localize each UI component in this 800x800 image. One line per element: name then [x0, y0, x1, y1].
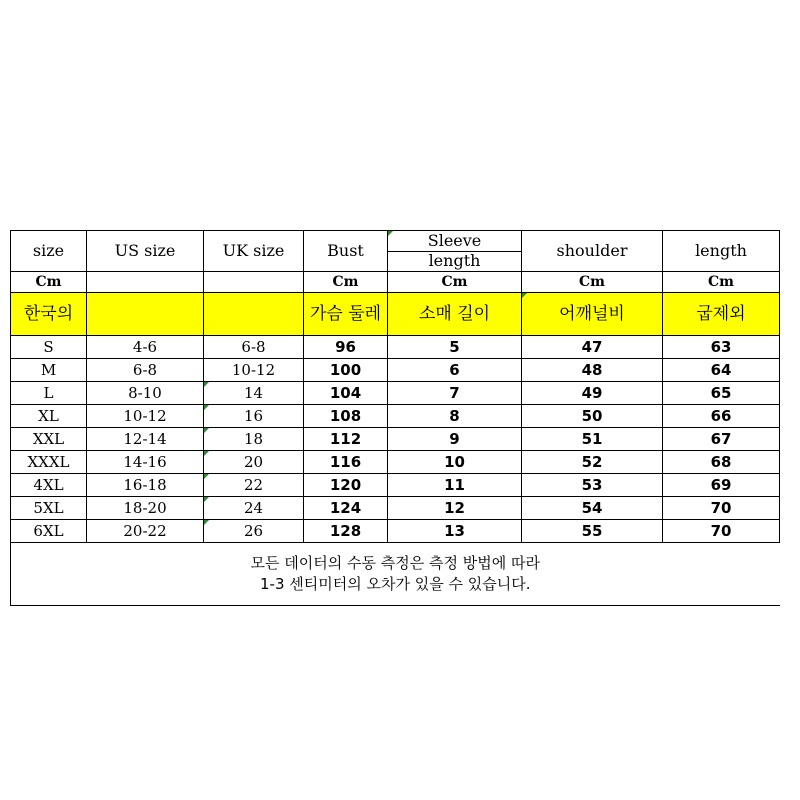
header-us-size: US size — [87, 231, 204, 272]
cell-sleeve-length: 6 — [388, 359, 522, 382]
header-bust: Bust — [304, 231, 388, 272]
cell-bust: 100 — [304, 359, 388, 382]
unit-length: Cm — [663, 272, 780, 293]
cell-bust: 124 — [304, 497, 388, 520]
table-row — [11, 520, 780, 543]
header-sleeve-line1: Sleeve — [388, 231, 521, 252]
table-row — [11, 428, 780, 451]
cell-us-size: 16-18 — [87, 474, 204, 497]
cell-uk-size: 10-12 — [204, 359, 304, 382]
cell-shoulder: 50 — [522, 405, 663, 428]
cell-shoulder: 53 — [522, 474, 663, 497]
table-row — [11, 382, 780, 405]
cell-us-size: 6-8 — [87, 359, 204, 382]
cell-length: 70 — [663, 497, 780, 520]
korean-length: 굽제외 — [663, 293, 780, 336]
cell-bust: 128 — [304, 520, 388, 543]
cell-length: 63 — [663, 336, 780, 359]
header-shoulder: shoulder — [522, 231, 663, 272]
cell-length: 70 — [663, 520, 780, 543]
cell-sleeve-length: 7 — [388, 382, 522, 405]
unit-us-empty — [87, 272, 204, 293]
cell-sleeve-length: 8 — [388, 405, 522, 428]
cell-length: 68 — [663, 451, 780, 474]
header-sleeve-length — [388, 231, 522, 272]
cell-size: M — [11, 359, 87, 382]
korean-row — [11, 293, 780, 336]
cell-size: 4XL — [11, 474, 87, 497]
korean-bust: 가슴 둘레 — [304, 293, 388, 336]
header-sleeve-line2: length — [428, 251, 481, 271]
cell-sleeve-length: 11 — [388, 474, 522, 497]
cell-size: L — [11, 382, 87, 405]
cell-bust: 108 — [304, 405, 388, 428]
cell-sleeve-length: 13 — [388, 520, 522, 543]
cell-bust: 96 — [304, 336, 388, 359]
note-line1: 모든 데이터의 수동 측정은 측정 방법에 따라 — [250, 554, 540, 572]
cell-shoulder: 55 — [522, 520, 663, 543]
size-table — [10, 230, 780, 606]
cell-length: 65 — [663, 382, 780, 405]
table-row — [11, 474, 780, 497]
note-row — [11, 543, 780, 606]
cell-length: 64 — [663, 359, 780, 382]
table-row — [11, 359, 780, 382]
cell-uk-size: 24 — [204, 497, 304, 520]
cell-us-size: 10-12 — [87, 405, 204, 428]
unit-size: Cm — [11, 272, 87, 293]
cell-uk-size: 20 — [204, 451, 304, 474]
cell-bust: 116 — [304, 451, 388, 474]
unit-sleeve: Cm — [388, 272, 522, 293]
korean-sleeve: 소매 길이 — [388, 293, 522, 336]
cell-shoulder: 49 — [522, 382, 663, 405]
cell-uk-size: 26 — [204, 520, 304, 543]
table-row — [11, 336, 780, 359]
cell-size: XXXL — [11, 451, 87, 474]
cell-us-size: 8-10 — [87, 382, 204, 405]
cell-uk-size: 16 — [204, 405, 304, 428]
korean-us-empty — [87, 293, 204, 336]
cell-size: 6XL — [11, 520, 87, 543]
table-row — [11, 405, 780, 428]
cell-uk-size: 22 — [204, 474, 304, 497]
unit-bust: Cm — [304, 272, 388, 293]
unit-uk-empty — [204, 272, 304, 293]
cell-us-size: 4-6 — [87, 336, 204, 359]
cell-bust: 104 — [304, 382, 388, 405]
header-length: length — [663, 231, 780, 272]
note-cell — [11, 543, 780, 606]
cell-us-size: 14-16 — [87, 451, 204, 474]
cell-size: 5XL — [11, 497, 87, 520]
cell-shoulder: 54 — [522, 497, 663, 520]
cell-shoulder: 48 — [522, 359, 663, 382]
cell-length: 66 — [663, 405, 780, 428]
cell-us-size: 18-20 — [87, 497, 204, 520]
cell-size: S — [11, 336, 87, 359]
cell-sleeve-length: 12 — [388, 497, 522, 520]
cell-sleeve-length: 5 — [388, 336, 522, 359]
cell-size: XXL — [11, 428, 87, 451]
cell-uk-size: 6-8 — [204, 336, 304, 359]
cell-sleeve-length: 9 — [388, 428, 522, 451]
note-line2: 1-3 센티미터의 오차가 있을 수 있습니다. — [260, 575, 531, 593]
size-chart — [10, 230, 779, 606]
cell-shoulder: 51 — [522, 428, 663, 451]
cell-bust: 112 — [304, 428, 388, 451]
cell-uk-size: 14 — [204, 382, 304, 405]
table-row — [11, 451, 780, 474]
header-row — [11, 231, 780, 272]
cell-length: 69 — [663, 474, 780, 497]
cell-length: 67 — [663, 428, 780, 451]
cell-sleeve-length: 10 — [388, 451, 522, 474]
table-row — [11, 497, 780, 520]
cell-shoulder: 52 — [522, 451, 663, 474]
korean-shoulder: 어깨널비 — [522, 293, 663, 336]
cell-us-size: 20-22 — [87, 520, 204, 543]
cell-bust: 120 — [304, 474, 388, 497]
cell-shoulder: 47 — [522, 336, 663, 359]
header-uk-size: UK size — [204, 231, 304, 272]
unit-row — [11, 272, 780, 293]
cell-size: XL — [11, 405, 87, 428]
header-size: size — [11, 231, 87, 272]
korean-uk-empty — [204, 293, 304, 336]
cell-us-size: 12-14 — [87, 428, 204, 451]
unit-shoulder: Cm — [522, 272, 663, 293]
cell-uk-size: 18 — [204, 428, 304, 451]
korean-size: 한국의 — [11, 293, 87, 336]
